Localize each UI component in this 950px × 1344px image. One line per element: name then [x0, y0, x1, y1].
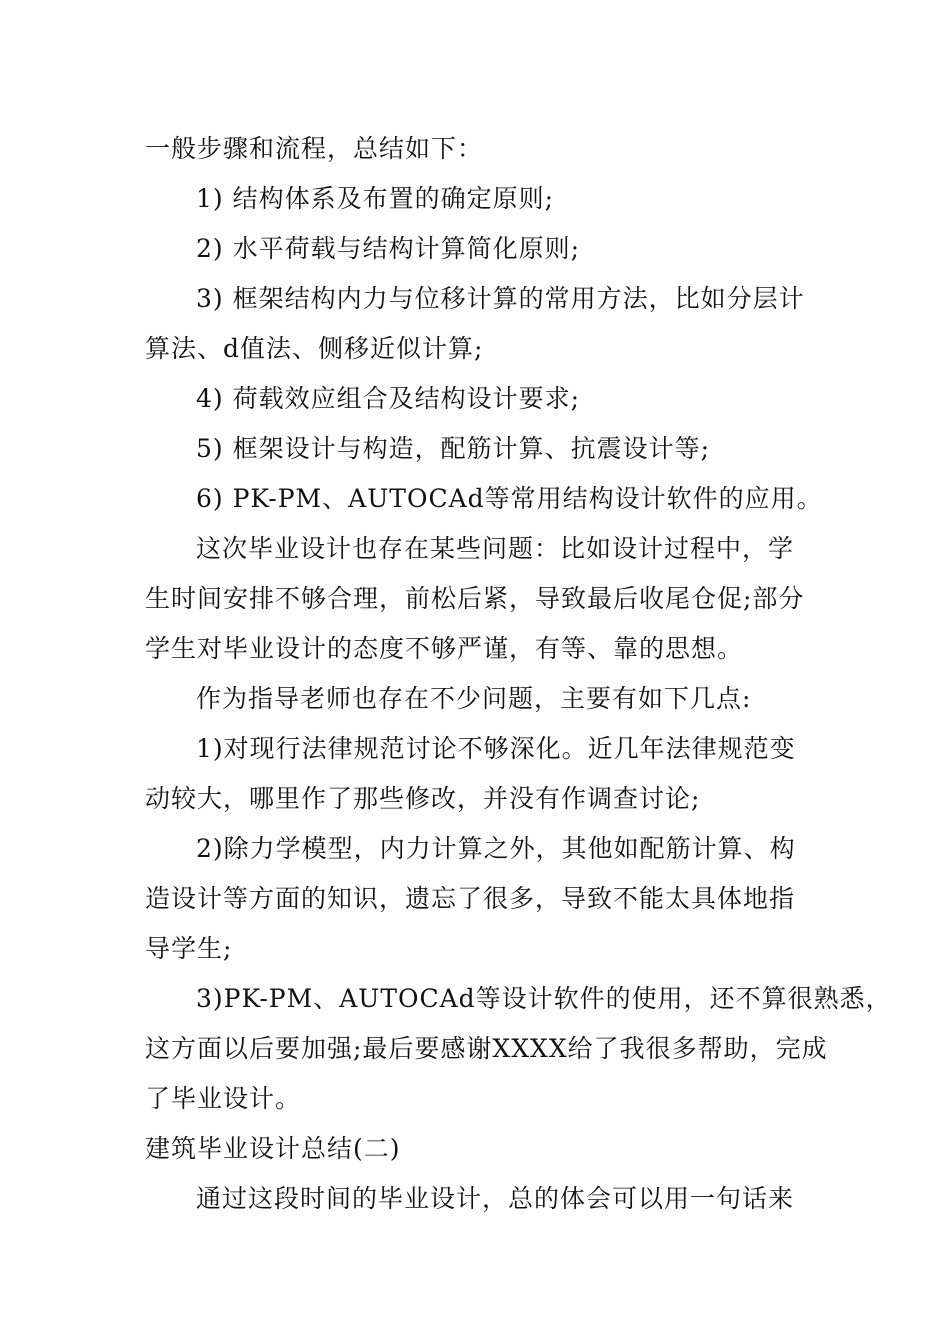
list-item-3: 3) 框架结构内力与位移计算的常用方法，比如分层计	[196, 284, 805, 313]
paragraph-problems-line: 生时间安排不够合理，前松后紧，导致最后收尾仓促;部分	[145, 584, 805, 613]
teacher-issue-1-continued: 动较大，哪里作了那些修改，并没有作调查讨论;	[145, 784, 701, 813]
list-item-4: 4) 荷载效应组合及结构设计要求;	[196, 384, 581, 413]
teacher-issue-2: 2)除力学模型，内力计算之外，其他如配筋计算、构	[196, 834, 796, 863]
list-item-6: 6) PK-PM、AUTOCAd等常用结构设计软件的应用。	[196, 484, 823, 513]
list-item-2: 2) 水平荷载与结构计算简化原则;	[196, 234, 581, 263]
paragraph-problems-line: 这次毕业设计也存在某些问题：比如设计过程中，学	[196, 534, 795, 563]
paragraph-problems-line: 学生对毕业设计的态度不够严谨，有等、靠的思想。	[145, 634, 744, 663]
list-item-1: 1) 结构体系及布置的确定原则;	[196, 184, 555, 213]
teacher-issue-2-continued: 造设计等方面的知识，遗忘了很多，导致不能太具体地指	[145, 884, 796, 913]
paragraph-teacher-line: 作为指导老师也存在不少问题，主要有如下几点:	[196, 684, 752, 713]
teacher-issue-3: 3)PK-PM、AUTOCAd等设计软件的使用，还不算很熟悉，	[196, 984, 892, 1013]
teacher-issue-3-continued: 这方面以后要加强;最后要感谢XXXX给了我很多帮助，完成	[145, 1034, 828, 1063]
section-heading: 建筑毕业设计总结(二)	[145, 1134, 401, 1163]
teacher-issue-2-continued: 导学生;	[145, 934, 233, 963]
teacher-issue-1: 1)对现行法律规范讨论不够深化。近几年法律规范变	[196, 734, 796, 763]
teacher-issue-3-continued: 了毕业设计。	[145, 1084, 302, 1113]
section-paragraph-line: 通过这段时间的毕业设计，总的体会可以用一句话来	[196, 1184, 795, 1213]
list-item-5: 5) 框架设计与构造，配筋计算、抗震设计等;	[196, 434, 711, 463]
list-item-3-continued: 算法、d值法、侧移近似计算;	[145, 334, 484, 363]
text-line: 一般步骤和流程，总结如下：	[145, 134, 484, 163]
